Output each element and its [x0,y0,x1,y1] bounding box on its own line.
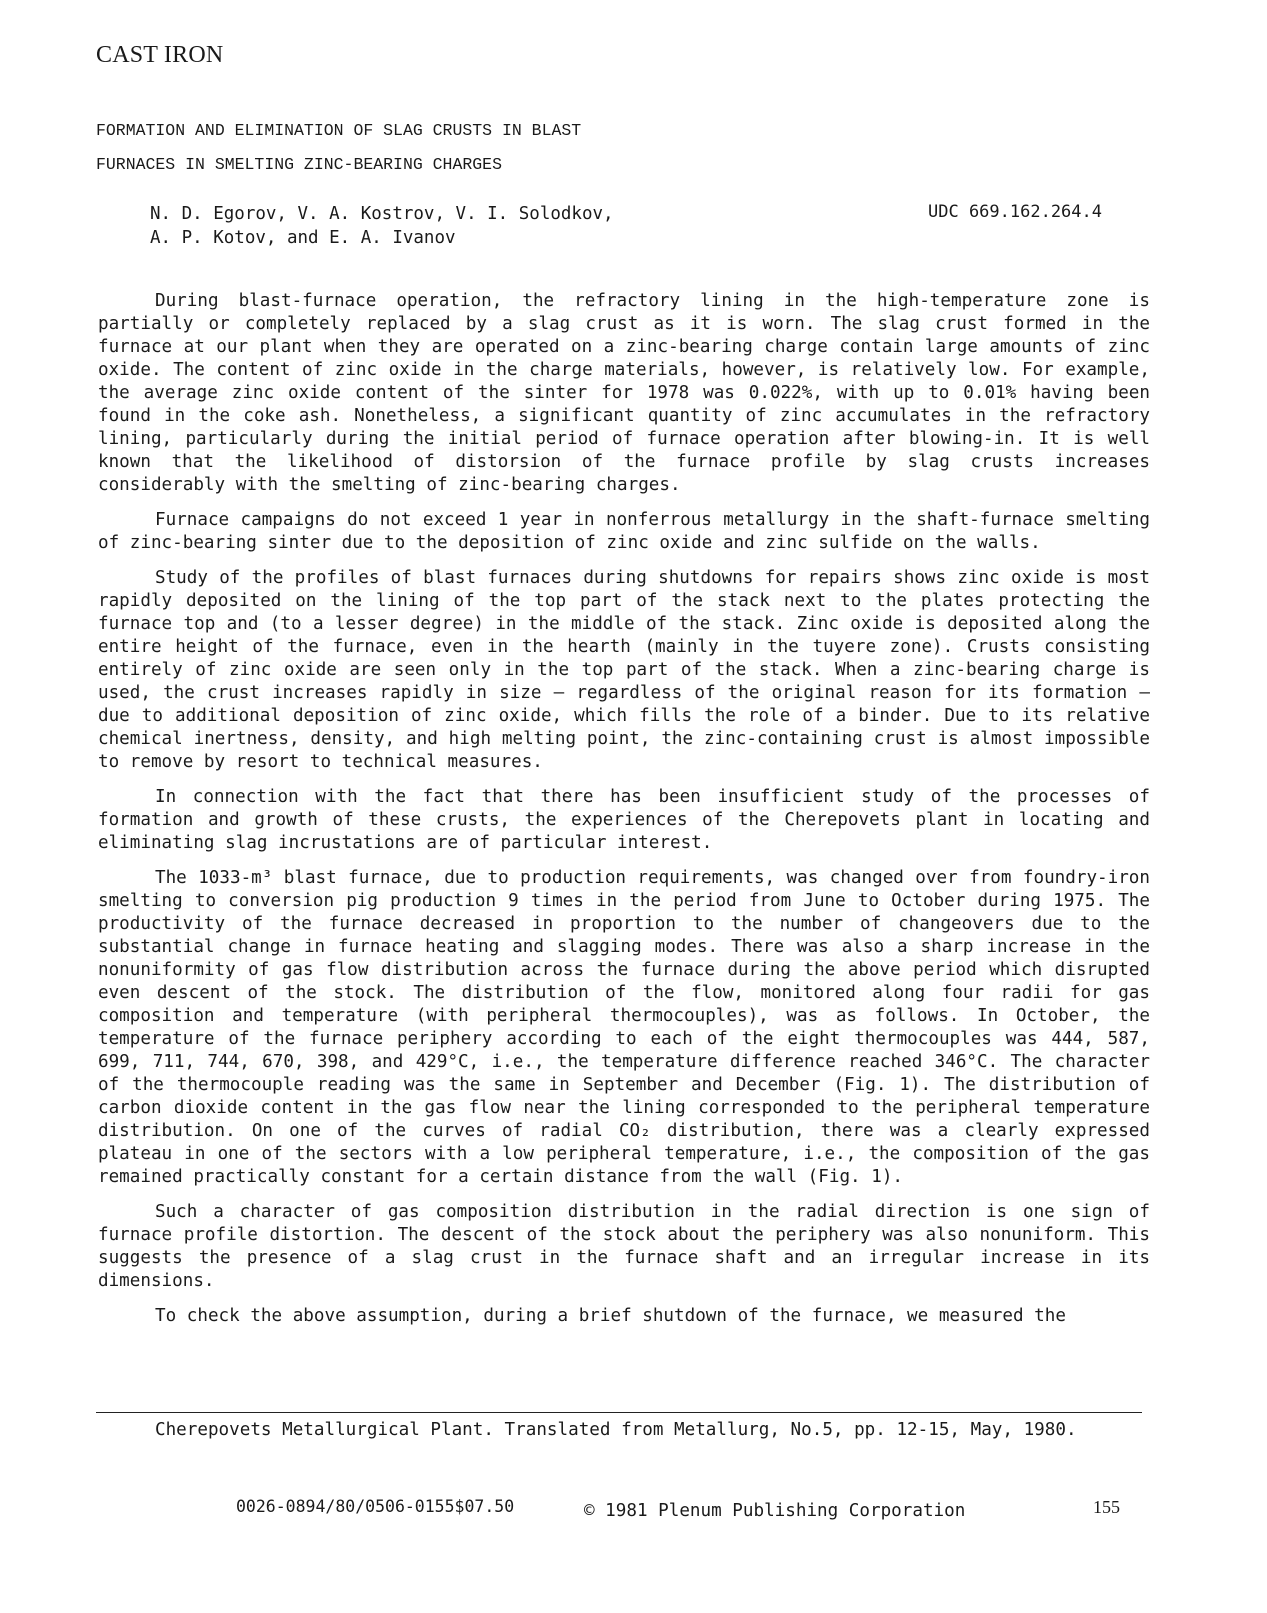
udc-code: UDC 669.162.264.4 [928,202,1102,222]
paragraph-3: Study of the profiles of blast furnaces during shutdowns for repairs shows zinc oxide is most rapidly deposited on the lining of the top part of the stack next to the plates protecting the furnace top and (to a lesser degree) in the middle of the stack. Zinc oxide is deposited along the entire height of the furnace, even in the hearth (mainly in the tuyere zone). Crusts consisting entirely of zinc oxide are seen only in the top part of the stack. When a zinc-bearing charge is used, the crust increases rapidly in size — regardless of the original reason for its formation — due to additional deposition of zinc oxide, which fills the role of a binder. Due to its relative chemical inertness, density, and high melting point, the zinc-containing crust is almost impossible to remove by resort to technical measures. [98,568,1150,772]
page-number: 155 [1093,1497,1120,1517]
authors-line-2: A. P. Kotov, and E. A. Ivanov [150,228,456,248]
section-heading: CAST IRON [96,42,224,68]
footnote-divider [96,1412,1142,1413]
article-body [98,290,1150,1340]
article-title-line-2: FURNACES IN SMELTING ZINC-BEARING CHARGES [96,155,502,174]
authors-line-1: N. D. Egorov, V. A. Kostrov, V. I. Solodkov, [150,204,614,224]
article-title-line-1: FORMATION AND ELIMINATION OF SLAG CRUSTS IN BLAST [96,121,582,140]
paragraph-6: Such a character of gas composition distribution in the radial direction is one sign of furnace profile distortion. The descent of the stock about the periphery was also nonuniform. This suggests the presence of a slag crust in the furnace shaft and an irregular increase in its dimensions. [98,1202,1150,1291]
paragraph-4: In connection with the fact that there has been insufficient study of the processes of formation and growth of these crusts, the experiences of the Cherepovets plant in locating and eliminating slag incrustations are of particular interest. [98,787,1150,853]
paragraph-7: To check the above assumption, during a brief shutdown of the furnace, we measured the [155,1306,1066,1326]
paragraph-2: Furnace campaigns do not exceed 1 year in nonferrous metallurgy in the shaft-furnace smelting of zinc-bearing sinter due to the deposition of zinc oxide and zinc sulfide on the walls. [98,510,1150,553]
paragraph-5: The 1033-m³ blast furnace, due to production requirements, was changed over from foundry-iron smelting to conversion pig production 9 times in the period from June to October during 1975. The productivity of the furnace decreased in proportion to the number of changeovers due to the substantial change in furnace heating and slagging modes. There was also a sharp increase in the nonuniformity of gas flow distribution across the furnace during the above period which disrupted even descent of the stock. The distribution of the flow, monitored along four radii for gas composition and temperature (with peripheral thermocouples), was as follows. In October, the temperature of the furnace periphery according to each of the eight thermocouples was 444, 587, 699, 711, 744, 670, 398, and 429°C, i.e., the temperature difference reached 346°C. The character of the thermocouple reading was the same in September and December (Fig. 1). The distribution of carbon dioxide content in the gas flow near the lining corresponded to the peripheral temperature distribution. On one of the curves of radial CO₂ distribution, there was a clearly expressed plateau in one of the sectors with a low peripheral temperature, i.e., the composition of the gas remained practically constant for a certain distance from the wall (Fig. 1). [98,868,1150,1187]
affiliation-footnote: Cherepovets Metallurgical Plant. Translated from Metallurg, No.5, pp. 12-15, May, 1980. [155,1420,1077,1440]
author-list [150,202,614,250]
paragraph-1: During blast-furnace operation, the refractory lining in the high-temperature zone is partially or completely replaced by a slag crust as it is worn. The slag crust formed in the furnace at our plant when they are operated on a zinc-bearing charge contain large amounts of zinc oxide. The content of zinc oxide in the charge materials, however, is relatively low. For example, the average zinc oxide content of the sinter for 1978 was 0.022%, with up to 0.01% having been found in the coke ash. Nonetheless, a significant quantity of zinc accumulates in the refractory lining, particularly during the initial period of furnace operation after blowing-in. It is well known that the likelihood of distorsion of the furnace profile by slag crusts increases considerably with the smelting of zinc-bearing charges. [98,291,1150,495]
copyright-notice: © 1981 Plenum Publishing Corporation [584,1501,966,1521]
article-code: 0026-0894/80/0506-0155$07.50 [236,1497,515,1516]
